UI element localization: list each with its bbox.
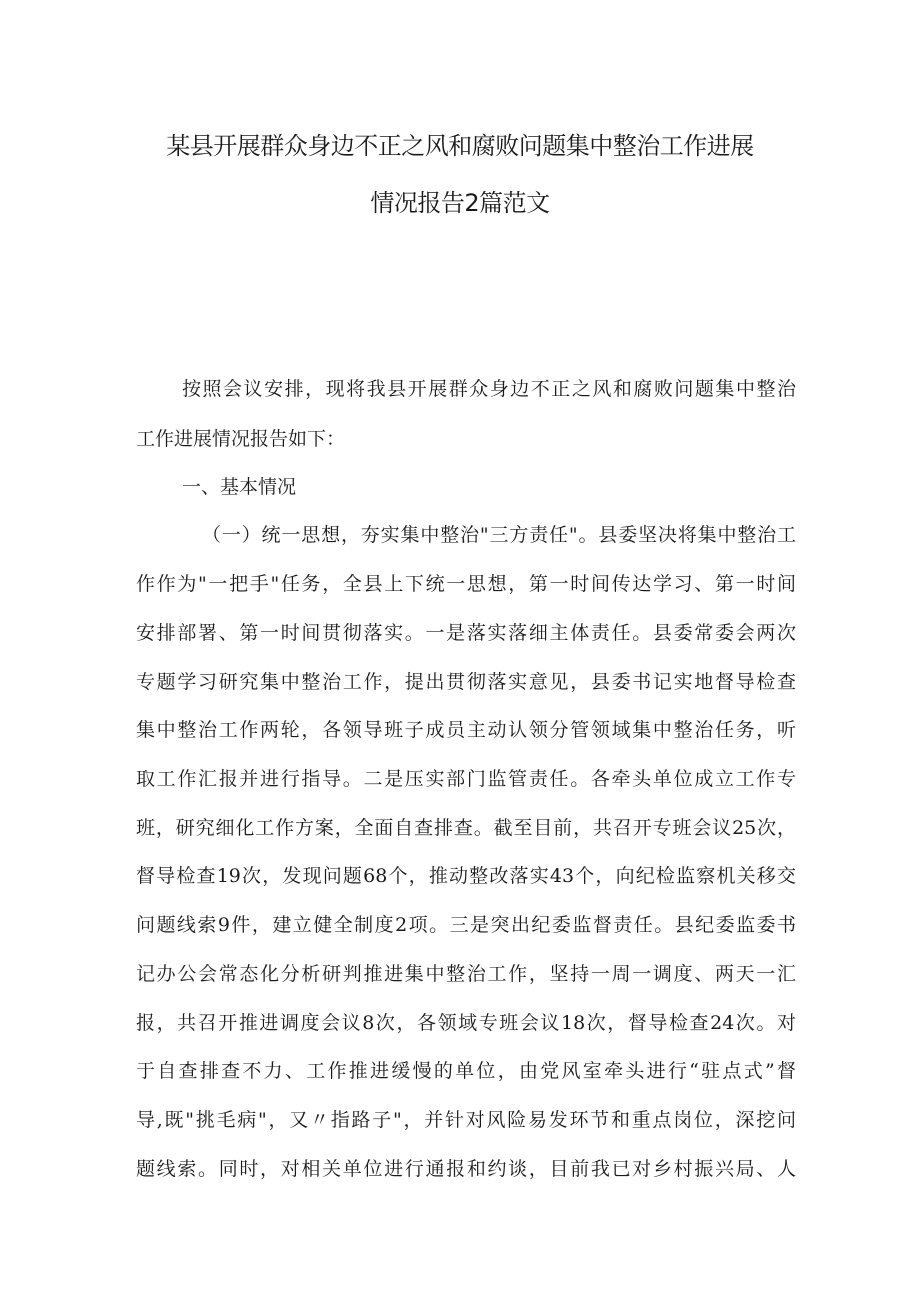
paragraph-line: 取工作汇报并进行指导。二是压实部门监管责任。各牵头单位成立工作专 — [136, 768, 796, 790]
paragraph-line: 题线索。同时，对相关单位进行通报和约谈，目前我已对乡村振兴局、人 — [136, 1158, 796, 1180]
paragraph-line: 集中整治工作两轮，各领导班子成员主动认领分管领域集中整治任务，听 — [136, 719, 796, 741]
paragraph-line: 报，共召开推进调度会议8次，各领域专班会议18次，督导检查24次。对 — [136, 1012, 796, 1034]
paragraph-line: 于自查排查不力、工作推进缓慢的单位，由党风室牵头进行“驻点式”督 — [136, 1060, 796, 1082]
paragraph-line: （一）统一思想，夯实集中整治"三方责任"。县委坚决将集中整治工 — [202, 524, 796, 546]
paragraph-line: 安排部署、第一时间贯彻落实。一是落实落细主体责任。县委常委会两次 — [136, 622, 796, 644]
paragraph-line: 记办公会常态化分析研判推进集中整治工作，坚持一周一调度、两天一汇 — [136, 963, 796, 985]
paragraph-line: 工作进展情况报告如下： — [136, 428, 346, 450]
paragraph-line: 按照会议安排，现将我县开展群众身边不正之风和腐败问题集中整治 — [182, 378, 796, 400]
paragraph-line: 专题学习研究集中整治工作，提出贯彻落实意见，县委书记实地督导检查 — [136, 671, 796, 693]
paragraph-line: 作作为"一把手"任务，全县上下统一思想，第一时间传达学习、第一时间 — [136, 573, 796, 595]
paragraph-line: 导,既"挑毛病"，又〃指路子"，并针对风险易发环节和重点岗位，深挖问 — [136, 1109, 796, 1131]
paragraph-line: 问题线索9件，建立健全制度2项。三是突出纪委监督责任。县纪委监委书 — [136, 914, 796, 936]
document-title-line-1: 某县开展群众身边不正之风和腐败问题集中整治工作进展 — [166, 132, 754, 160]
section-heading: 一、基本情况 — [182, 476, 297, 498]
document-title-line-2: 情况报告2篇范文 — [370, 189, 550, 217]
paragraph-line: 督导检查19次，发现问题68个，推动整改落实43个，向纪检监察机关移交 — [136, 865, 796, 887]
paragraph-line: 班，研究细化工作方案，全面自查排查。截至目前，共召开专班会议25次， — [136, 817, 796, 839]
